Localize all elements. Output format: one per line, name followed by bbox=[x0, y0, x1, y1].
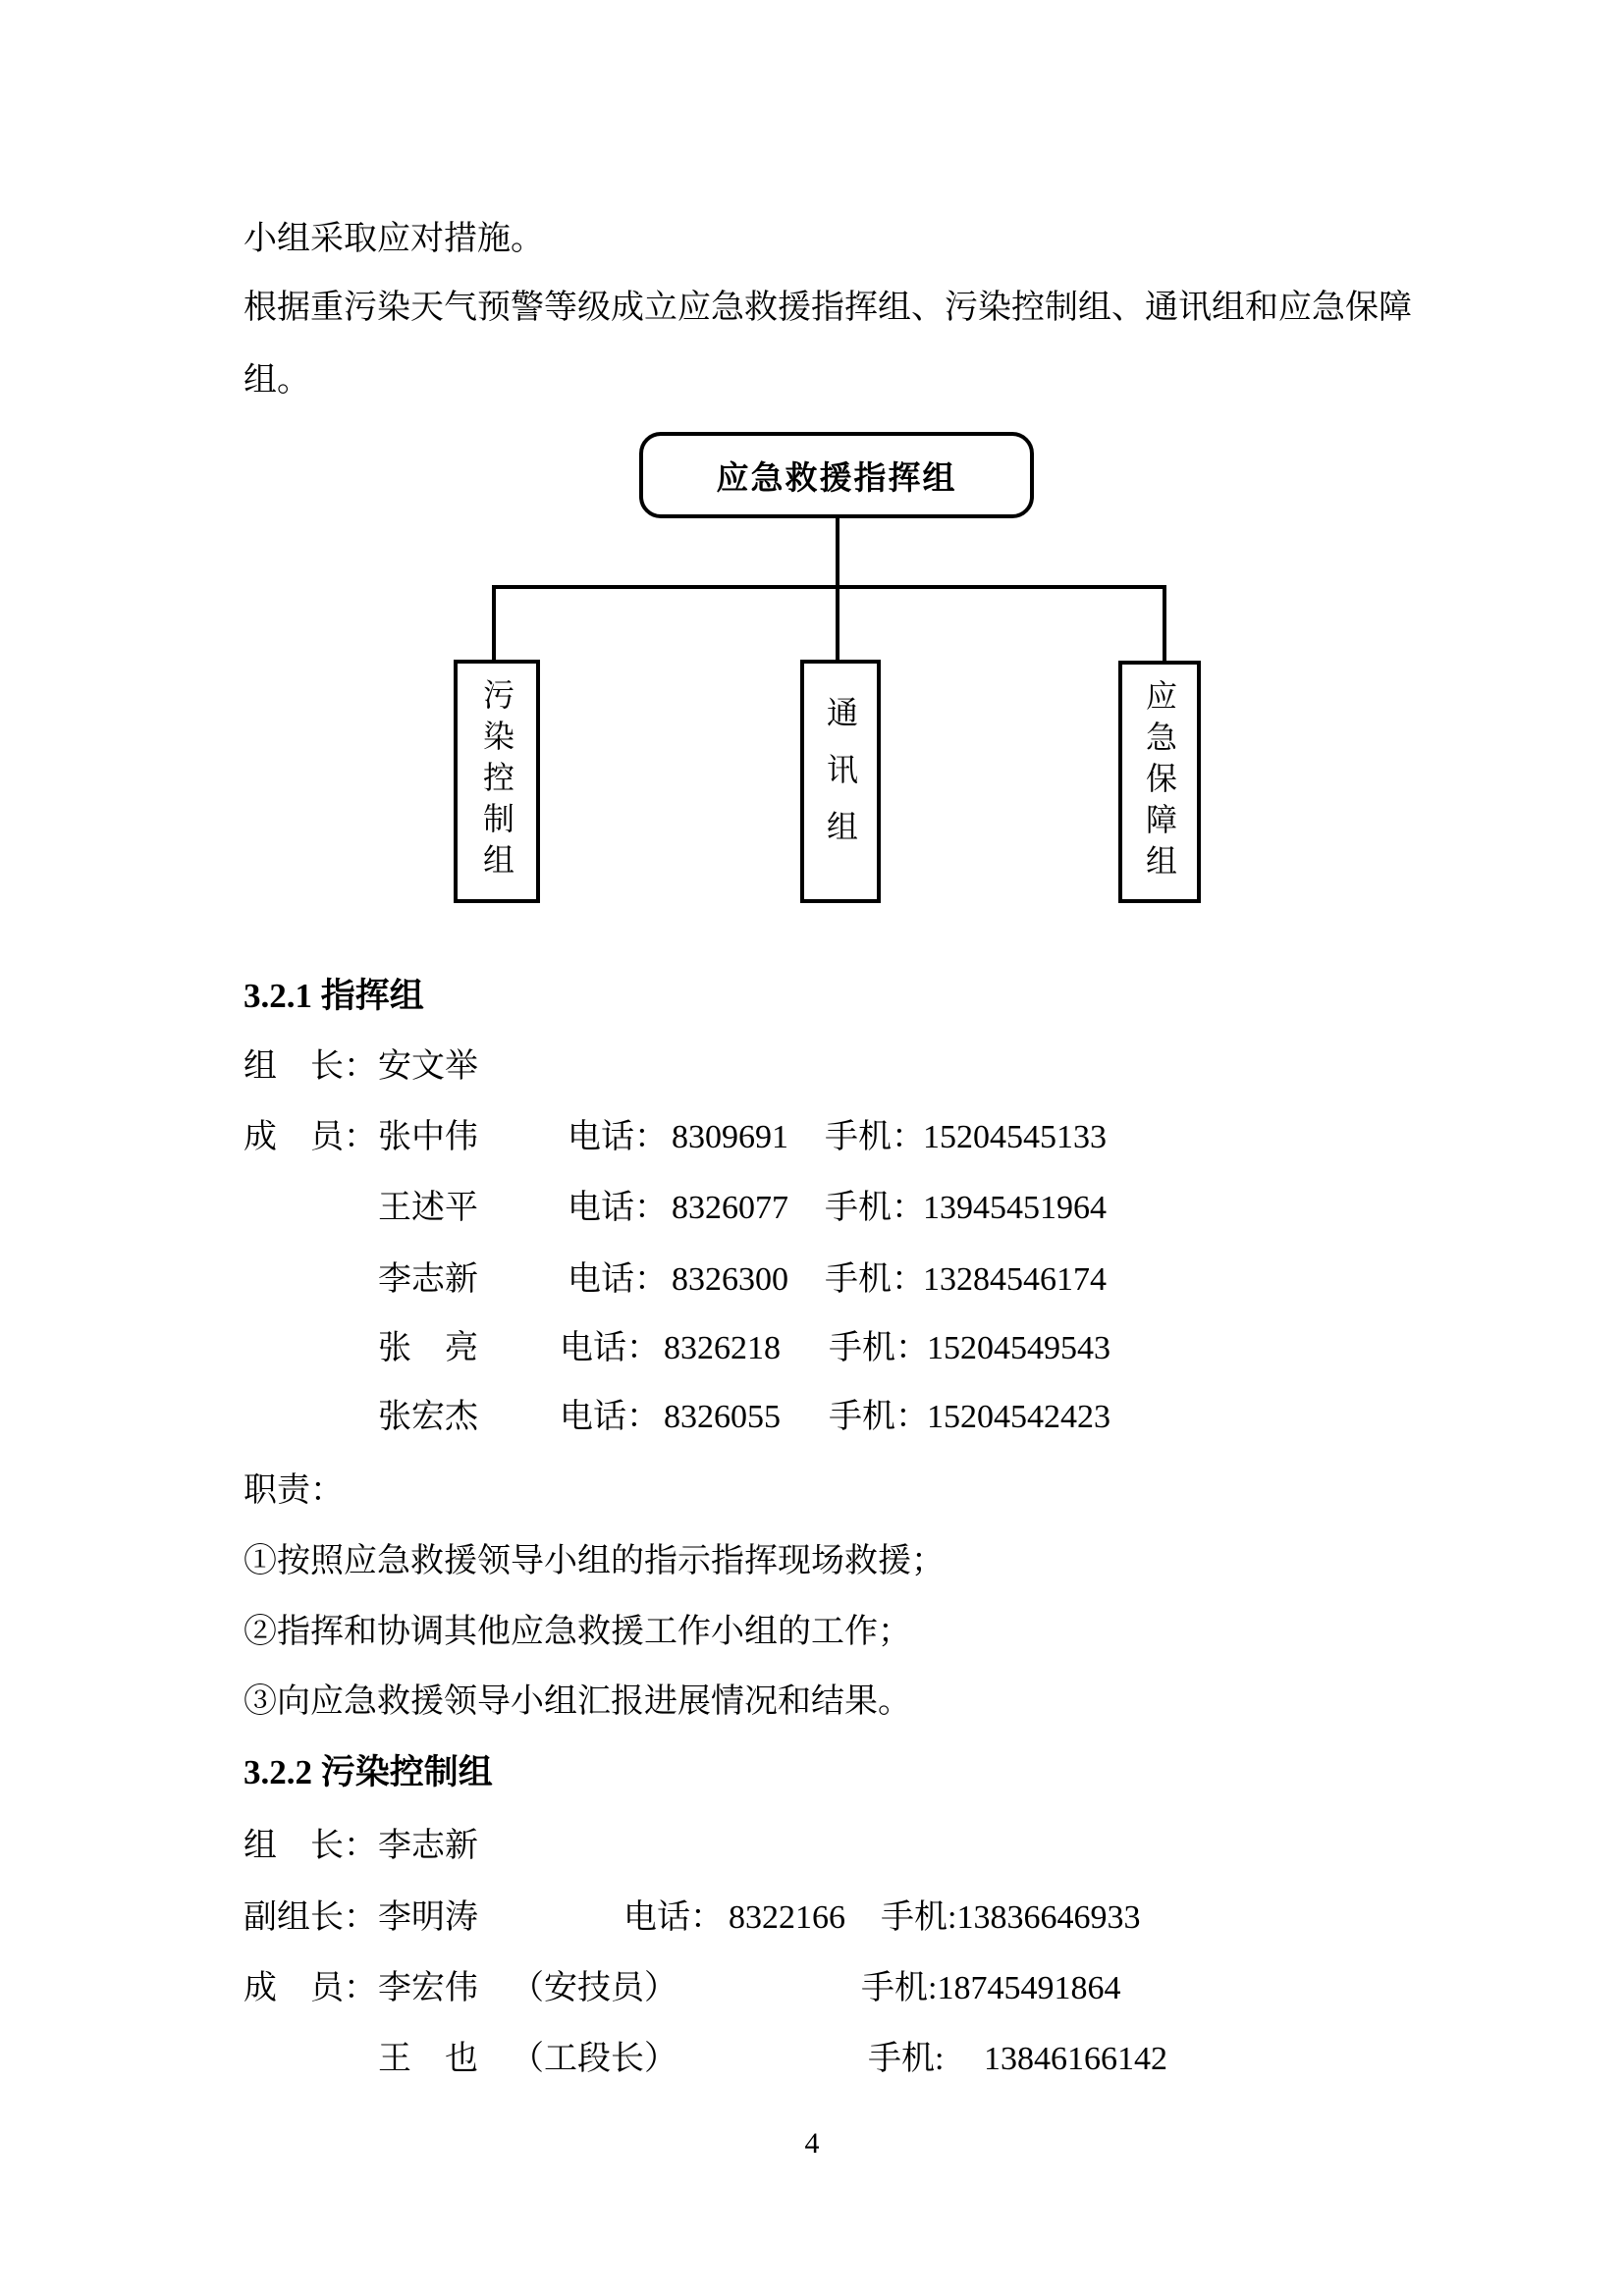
mobile-label: 手机： bbox=[829, 1399, 929, 1435]
deputy-label: 副组长： bbox=[244, 1899, 377, 1936]
tel-value: 8326077 bbox=[672, 1190, 788, 1226]
connector-horizontal bbox=[492, 585, 1166, 589]
mobile-value: 15204545133 bbox=[923, 1119, 1107, 1155]
mobile-value: 13945451964 bbox=[923, 1190, 1107, 1226]
member-row bbox=[0, 1258, 1624, 1302]
tel-value: 8322166 bbox=[729, 1899, 845, 1936]
leader-row-321 bbox=[0, 1045, 1624, 1089]
org-chart-root-label: 应急救援指挥组 bbox=[716, 460, 957, 497]
org-chart-box-pollution-control-label: 污染控制组 bbox=[479, 678, 514, 884]
member-role: （工段长） bbox=[511, 2041, 677, 2077]
org-chart-box-communication bbox=[800, 660, 881, 903]
org-chart-root-box bbox=[639, 432, 1034, 518]
connector-drop-left bbox=[492, 589, 496, 660]
member-row bbox=[0, 1327, 1624, 1370]
member-label: 成 员： bbox=[244, 1970, 377, 2006]
member-name: 李宏伟 bbox=[378, 1970, 478, 2006]
tel-label: 电话： bbox=[560, 1330, 660, 1366]
leader-name: 安文举 bbox=[378, 1048, 478, 1085]
mobile-label: 手机： bbox=[825, 1119, 925, 1155]
mobile-label: 手机: bbox=[868, 2041, 945, 2077]
section-321-heading: 3.2.1 指挥组 bbox=[244, 977, 424, 1015]
mobile-value: 15204542423 bbox=[927, 1399, 1110, 1435]
member-row-322 bbox=[0, 1967, 1624, 2010]
tel-value: 8326218 bbox=[664, 1330, 781, 1366]
duty-item-3: ③向应急救援领导小组汇报进展情况和结果。 bbox=[244, 1683, 911, 1720]
tel-label: 电话： bbox=[623, 1899, 724, 1936]
leader-label: 组 长： bbox=[244, 1048, 377, 1085]
paragraph-intro: 小组采取应对措施。 bbox=[244, 221, 544, 257]
member-name: 李志新 bbox=[378, 1261, 478, 1298]
duties-title: 职责： bbox=[244, 1472, 344, 1509]
duty-item-1: ①按照应急救援领导小组的指示指挥现场救援； bbox=[244, 1543, 945, 1579]
connector-drop-right bbox=[1163, 589, 1166, 661]
member-name: 王述平 bbox=[378, 1190, 478, 1226]
paragraph-groups-line2: 组。 bbox=[244, 362, 310, 399]
tel-value: 8326300 bbox=[672, 1261, 788, 1298]
member-row bbox=[0, 1116, 1624, 1159]
tel-label: 电话： bbox=[568, 1261, 668, 1298]
member-name: 王 也 bbox=[378, 2041, 478, 2077]
mobile-label: 手机： bbox=[829, 1330, 929, 1366]
member-label: 成 员： bbox=[244, 1119, 377, 1155]
section-322-heading: 3.2.2 污染控制组 bbox=[244, 1753, 493, 1791]
connector-root-stem bbox=[836, 518, 839, 587]
member-row-322 bbox=[0, 2038, 1624, 2081]
mobile-value: 13846166142 bbox=[984, 2041, 1167, 2077]
tel-value: 8309691 bbox=[672, 1119, 788, 1155]
mobile-label: 手机： bbox=[825, 1190, 925, 1226]
connector-drop-center bbox=[836, 589, 839, 660]
org-chart-box-emergency-support-label: 应急保障组 bbox=[1142, 678, 1177, 885]
member-role: （安技员） bbox=[511, 1970, 677, 2006]
member-name: 张宏杰 bbox=[378, 1399, 478, 1435]
member-name: 张中伟 bbox=[378, 1119, 478, 1155]
mobile-value: 手机:18745491864 bbox=[861, 1970, 1121, 2006]
org-chart-box-emergency-support bbox=[1118, 661, 1201, 903]
mobile-label: 手机： bbox=[825, 1261, 925, 1298]
tel-label: 电话： bbox=[568, 1190, 668, 1226]
org-chart-box-pollution-control bbox=[454, 660, 540, 903]
duty-item-2: ②指挥和协调其他应急救援工作小组的工作； bbox=[244, 1614, 911, 1650]
page-number: 4 bbox=[804, 2127, 820, 2160]
mobile-value: 15204549543 bbox=[927, 1330, 1110, 1366]
org-chart-box-communication-label: 通讯组 bbox=[823, 696, 858, 867]
tel-label: 电话： bbox=[560, 1399, 660, 1435]
mobile-value: 手机:13836646933 bbox=[881, 1899, 1141, 1936]
member-name: 张 亮 bbox=[378, 1330, 478, 1366]
leader-name: 李志新 bbox=[378, 1828, 478, 1864]
deputy-leader-row bbox=[0, 1896, 1624, 1940]
tel-label: 电话： bbox=[568, 1119, 668, 1155]
member-row bbox=[0, 1187, 1624, 1230]
mobile-value: 13284546174 bbox=[923, 1261, 1107, 1298]
tel-value: 8326055 bbox=[664, 1399, 781, 1435]
member-row bbox=[0, 1396, 1624, 1439]
leader-row-322 bbox=[0, 1825, 1624, 1868]
paragraph-groups-line1: 根据重污染天气预警等级成立应急救援指挥组、污染控制组、通讯组和应急保障 bbox=[244, 290, 1412, 326]
leader-label: 组 长： bbox=[244, 1828, 377, 1864]
deputy-name: 李明涛 bbox=[378, 1899, 478, 1936]
